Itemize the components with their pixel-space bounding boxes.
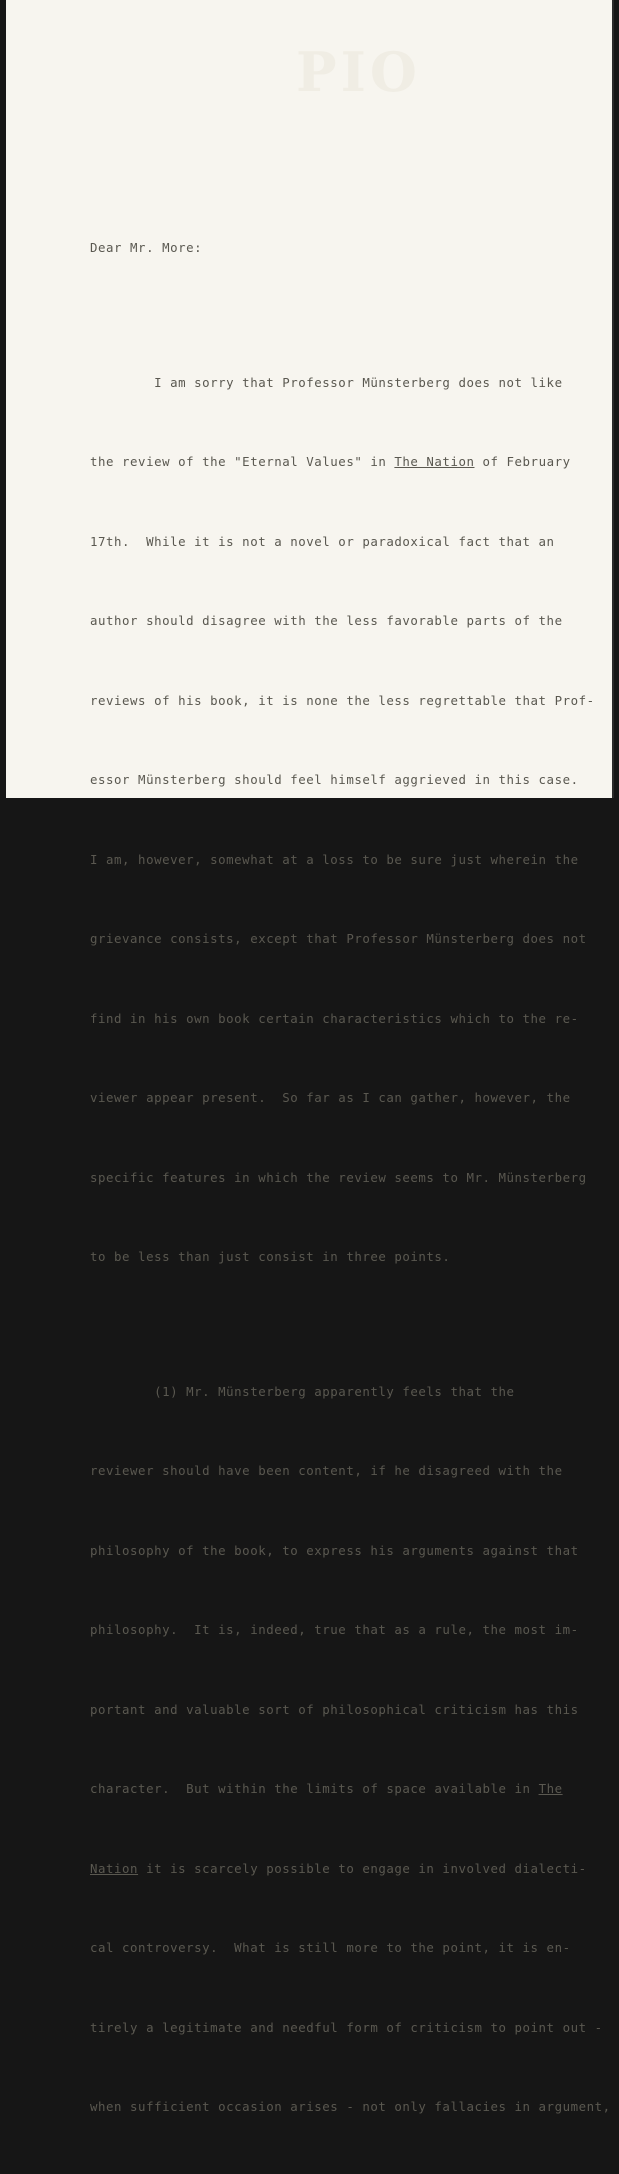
paragraph-1-line: specific features in which the review seems to Mr. Münsterberg xyxy=(90,1169,587,1185)
paragraph-2-line: reviewer should have been content, if he disagreed with the xyxy=(90,1463,563,1478)
paragraph-2-line: philosophy. It is, indeed, true that as a rule, the most im- xyxy=(90,1622,579,1637)
paragraph-2-line xyxy=(90,1776,590,1803)
paragraph-1-line: 17th. While it is not a novel or paradoxical fact that an xyxy=(90,533,555,549)
paragraph-1-line: to be less than just consist in three points. xyxy=(90,1249,451,1264)
text-run: it is scarcely possible to engage in involved dialecti- xyxy=(138,1860,587,1876)
underlined-publication-title: The Nation xyxy=(394,454,475,469)
paragraph-1-line: find in his own book certain characteristics which to the re- xyxy=(90,1010,579,1026)
paragraph-2-line: portant and valuable sort of philosophical criticism has this xyxy=(90,1701,579,1717)
paragraph-1-line: reviews of his book, it is none the less regrettable that Prof- xyxy=(90,692,595,708)
paragraph-1-line: grievance consists, except that Professor Münsterberg does not xyxy=(90,931,587,946)
text-run: of February xyxy=(474,454,571,469)
paragraph-1-line: author should disagree with the less favorable parts of the xyxy=(90,613,563,628)
paragraph-2-line: philosophy of the book, to express his arguments against that xyxy=(90,1542,579,1558)
paragraph-1-line xyxy=(90,449,590,476)
paragraph-2-line: cal controversy. What is still more to the point, it is en- xyxy=(90,1940,571,1955)
paragraph-2-line: tirely a legitimate and needful form of criticism to point out - xyxy=(90,2019,603,2035)
salutation: Dear Mr. More: xyxy=(90,240,203,255)
underlined-publication-title: The xyxy=(538,1781,563,1796)
underlined-publication-title: Nation xyxy=(90,1860,139,1876)
text-run: character. But within the limits of space available in xyxy=(90,1781,539,1796)
paragraph-2-line: (1) Mr. Münsterberg apparently feels that the xyxy=(90,1383,515,1399)
paragraph-1-line: I am sorry that Professor Münsterberg does not like xyxy=(90,374,563,390)
paragraph-2-line xyxy=(90,1856,590,1883)
paragraph-1-line: I am, however, somewhat at a loss to be sure just wherein the xyxy=(90,851,579,867)
paragraph-1-line: viewer appear present. So far as I can gather, however, the xyxy=(90,1090,571,1105)
paragraph-1-line: essor Münsterberg should feel himself aggrieved in this case. xyxy=(90,772,579,787)
text-run: the review of the "Eternal Values" in xyxy=(90,454,395,469)
letter-page xyxy=(6,0,614,2114)
letter-body xyxy=(90,182,611,2174)
paragraph-2-line: when sufficient occasion arises - not only fallacies in argument, xyxy=(90,2099,611,2114)
faded-letterhead-watermark: PIO xyxy=(296,40,421,104)
